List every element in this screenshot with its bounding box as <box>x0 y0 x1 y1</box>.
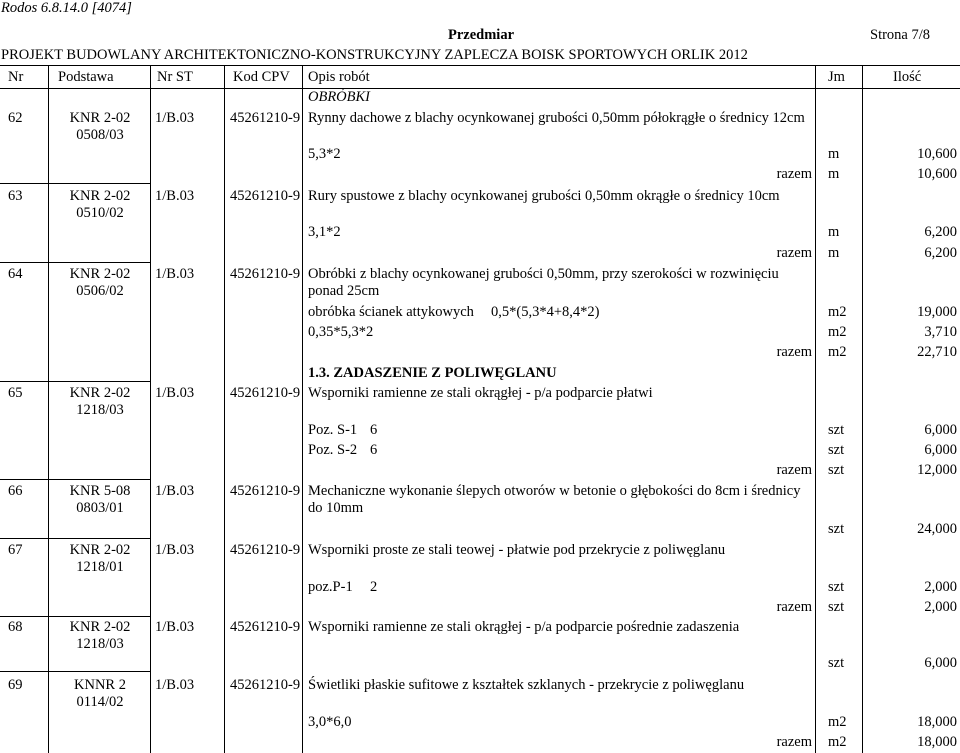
col-header-ilosc: Ilość <box>893 69 922 85</box>
col-header-jm: Jm <box>828 69 845 85</box>
col-divider <box>815 65 816 753</box>
row-description-2: do 10mm <box>308 500 364 516</box>
row-value: 24,000 <box>917 521 957 537</box>
row-value: 2,000 <box>924 579 957 595</box>
row-podstawa-2: 1218/03 <box>76 636 124 652</box>
row-podstawa: KNR 2-02 <box>69 542 131 558</box>
razem-label: razem <box>776 599 812 615</box>
row-calc: 6 <box>370 442 378 458</box>
row-podstawa: KNR 5-08 <box>69 483 131 499</box>
row-calc-label: poz.P-1 <box>308 579 353 595</box>
row-jm: m2 <box>828 324 847 340</box>
col-divider <box>224 65 225 753</box>
row-nrst: 1/B.03 <box>155 266 195 282</box>
row-podstawa-2: 1218/01 <box>76 559 124 575</box>
project-name: PROJEKT BUDOWLANY ARCHITEKTONICZNO-KONSTRUKCYJNY ZAPLECZA BOISK SPORTOWYCH ORLIK 2012 <box>1 47 748 63</box>
row-podstawa: KNR 2-02 <box>69 266 131 282</box>
row-description: Wsporniki ramienne ze stali okrągłej - p/a podparcie płatwi <box>308 385 653 401</box>
row-calc: 5,3*2 <box>308 146 341 162</box>
razem-label: razem <box>776 166 812 182</box>
row-jm: m <box>828 224 840 240</box>
row-nrst: 1/B.03 <box>155 542 195 558</box>
row-nr: 64 <box>8 266 23 282</box>
header-bottom-rule <box>0 88 960 89</box>
row-description: Mechaniczne wykonanie ślepych otworów w betonie o głębokości do 8cm i średnicy <box>308 483 801 499</box>
row-description: Rury spustowe z blachy ocynkowanej grubości 0,50mm okrągłe o średnicy 10cm <box>308 188 780 204</box>
document-title: Przedmiar <box>448 27 515 43</box>
row-jm: m <box>828 146 840 162</box>
row-calc: 3,0*6,0 <box>308 714 352 730</box>
row-podstawa-2: 0506/02 <box>76 283 124 299</box>
row-cpv: 45261210-9 <box>230 188 301 204</box>
row-calc: 6 <box>370 422 378 438</box>
row-jm: m2 <box>828 714 847 730</box>
row-nr: 67 <box>8 542 23 558</box>
razem-jm: m2 <box>828 734 847 750</box>
row-podstawa-2: 0114/02 <box>76 694 124 710</box>
row-description: Rynny dachowe z blachy ocynkowanej grubości 0,50mm półokrągłe o średnicy 12cm <box>308 110 805 126</box>
row-nrst: 1/B.03 <box>155 619 195 635</box>
razem-jm: m2 <box>828 344 847 360</box>
razem-value: 18,000 <box>917 734 957 750</box>
row-value: 6,000 <box>924 655 957 671</box>
row-podstawa: KNR 2-02 <box>69 110 131 126</box>
row-separator <box>0 381 150 382</box>
row-separator <box>0 538 150 539</box>
row-podstawa-2: 0510/02 <box>76 205 124 221</box>
row-cpv: 45261210-9 <box>230 266 301 282</box>
row-separator <box>0 262 150 263</box>
col-header-podstawa: Podstawa <box>58 69 114 85</box>
row-separator <box>0 479 150 480</box>
row-cpv: 45261210-9 <box>230 619 301 635</box>
row-podstawa-2: 0803/01 <box>76 500 124 516</box>
razem-jm: m <box>828 245 840 261</box>
row-jm: szt <box>828 655 845 671</box>
row-calc: 0,35*5,3*2 <box>308 324 374 340</box>
razem-value: 10,600 <box>917 166 957 182</box>
row-value: 3,710 <box>924 324 957 340</box>
row-calc: 3,1*2 <box>308 224 341 240</box>
row-podstawa: KNR 2-02 <box>69 619 131 635</box>
row-value: 18,000 <box>917 714 957 730</box>
row-nr: 68 <box>8 619 23 635</box>
row-nrst: 1/B.03 <box>155 483 195 499</box>
razem-value: 6,200 <box>924 245 957 261</box>
row-podstawa: KNNR 2 <box>74 677 126 693</box>
row-podstawa: KNR 2-02 <box>69 385 131 401</box>
section-heading-prev: OBRÓBKI <box>308 89 371 105</box>
row-description: Wsporniki ramienne ze stali okrągłej - p/a podparcie pośrednie zadaszenia <box>308 619 740 635</box>
razem-label: razem <box>776 462 812 478</box>
razem-jm: szt <box>828 462 845 478</box>
col-header-kodcpv: Kod CPV <box>233 69 290 85</box>
col-divider <box>302 65 303 753</box>
row-cpv: 45261210-9 <box>230 110 301 126</box>
razem-label: razem <box>776 245 812 261</box>
section-heading: 1.3. ZADASZENIE Z POLIWĘGLANU <box>308 365 557 381</box>
razem-value: 12,000 <box>917 462 957 478</box>
row-separator <box>0 616 150 617</box>
row-value: 10,600 <box>917 146 957 162</box>
row-value: 6,000 <box>924 422 957 438</box>
row-nrst: 1/B.03 <box>155 110 195 126</box>
row-calc-label: Poz. S-2 <box>308 442 358 458</box>
row-nrst: 1/B.03 <box>155 677 195 693</box>
row-description-2: ponad 25cm <box>308 283 380 299</box>
row-jm: szt <box>828 422 845 438</box>
row-nrst: 1/B.03 <box>155 385 195 401</box>
col-divider <box>48 65 49 753</box>
col-header-opis: Opis robót <box>308 69 370 85</box>
row-cpv: 45261210-9 <box>230 483 301 499</box>
razem-jm: m <box>828 166 840 182</box>
table-top-rule <box>0 65 960 66</box>
row-jm: szt <box>828 442 845 458</box>
row-description: Wsporniki proste ze stali teowej - płatwie pod przekrycie z poliwęglanu <box>308 542 726 558</box>
row-jm: m2 <box>828 304 847 320</box>
row-separator <box>0 671 150 672</box>
row-podstawa-2: 1218/03 <box>76 402 124 418</box>
row-cpv: 45261210-9 <box>230 385 301 401</box>
razem-value: 2,000 <box>924 599 957 615</box>
razem-value: 22,710 <box>917 344 957 360</box>
razem-label: razem <box>776 734 812 750</box>
row-nr: 65 <box>8 385 23 401</box>
software-version: Rodos 6.8.14.0 [4074] <box>1 0 132 16</box>
row-cpv: 45261210-9 <box>230 677 301 693</box>
col-divider <box>150 65 151 753</box>
row-nr: 62 <box>8 110 23 126</box>
row-cpv: 45261210-9 <box>230 542 301 558</box>
row-value: 6,000 <box>924 442 957 458</box>
row-calc: 0,5*(5,3*4+8,4*2) <box>491 304 600 320</box>
row-nrst: 1/B.03 <box>155 188 195 204</box>
row-calc: 2 <box>370 579 378 595</box>
row-nr: 66 <box>8 483 23 499</box>
row-value: 6,200 <box>924 224 957 240</box>
row-description: Świetliki płaskie sufitowe z kształtek szklanych - przekrycie z poliwęglanu <box>308 677 745 693</box>
row-calc-label: Poz. S-1 <box>308 422 358 438</box>
col-header-nr: Nr <box>8 69 24 85</box>
page-number: Strona 7/8 <box>870 27 931 43</box>
row-podstawa: KNR 2-02 <box>69 188 131 204</box>
row-nr: 63 <box>8 188 23 204</box>
row-separator <box>0 183 150 184</box>
col-header-nrst: Nr ST <box>157 69 193 85</box>
row-nr: 69 <box>8 677 23 693</box>
razem-jm: szt <box>828 599 845 615</box>
row-value: 19,000 <box>917 304 957 320</box>
razem-label: razem <box>776 344 812 360</box>
col-divider <box>862 65 863 753</box>
row-podstawa-2: 0508/03 <box>76 127 124 143</box>
row-jm: szt <box>828 521 845 537</box>
row-jm: szt <box>828 579 845 595</box>
row-description: Obróbki z blachy ocynkowanej grubości 0,50mm, przy szerokości w rozwinięciu <box>308 266 779 282</box>
row-calc-label: obróbka ścianek attykowych <box>308 304 474 320</box>
